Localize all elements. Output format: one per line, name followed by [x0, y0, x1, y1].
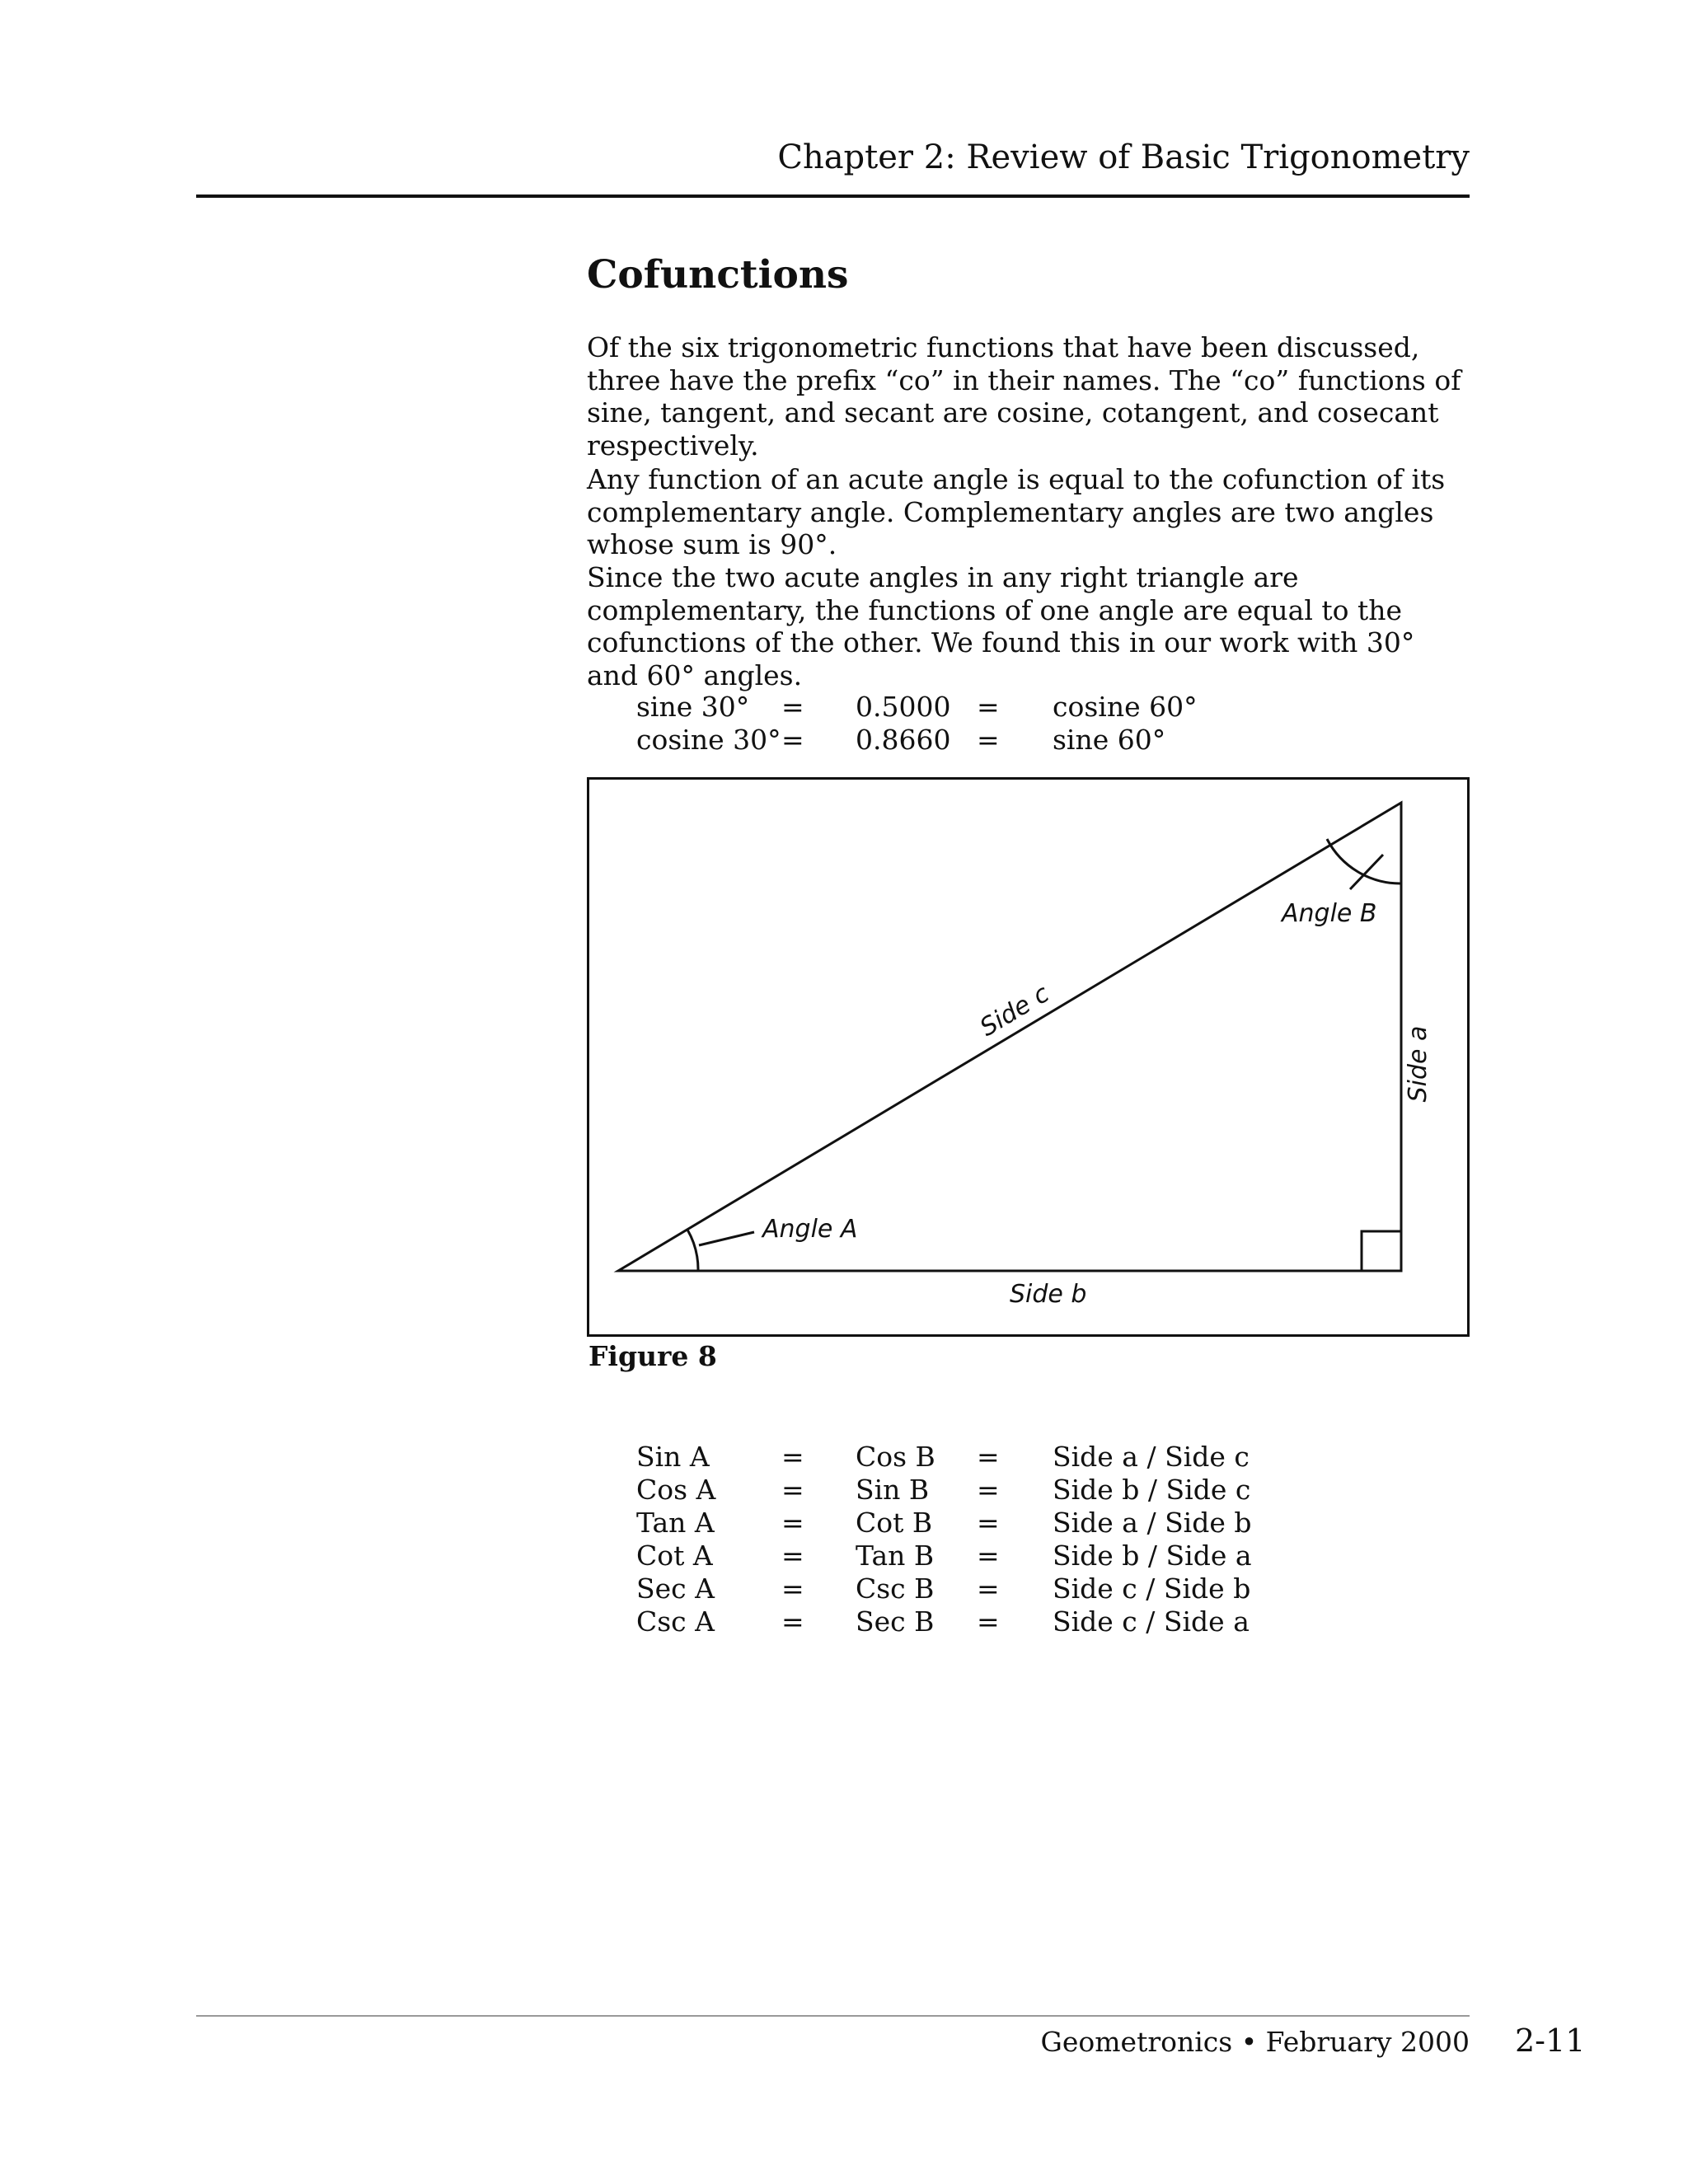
angle-b-arc — [1327, 839, 1401, 883]
angle-b-tick — [1350, 855, 1383, 889]
right-triangle-diagram — [589, 780, 1472, 1339]
table-cell: Cos A — [636, 1474, 716, 1506]
paragraph-right-triangle: Since the two acute angles in any right triangle are complementary, the functions of one angle are equal to the cofunctions of the other. We found this in our work with 30° and 60° angles. — [587, 561, 1415, 692]
paragraph-intro: Of the six trigonometric functions that have been discussed, three have the prefix “co” in their names. The “co” functions of sine, tangent, and secant are cosine, cotangent, and cosecant respectively. — [587, 331, 1461, 462]
equals-sign: = — [977, 1474, 1000, 1506]
equals-sign: = — [781, 1540, 804, 1572]
angle-b-label: Angle B — [1282, 899, 1377, 928]
side-c-label: Side c — [975, 979, 1055, 1043]
table-cell: Sin B — [856, 1474, 930, 1506]
table-cell: Side b / Side a — [1053, 1540, 1252, 1572]
table-cell: Sec A — [636, 1572, 715, 1605]
equals-sign: = — [781, 724, 804, 756]
triangle-outline — [618, 803, 1401, 1271]
side-a-label: Side a — [1404, 1025, 1432, 1103]
equals-sign: = — [781, 1605, 804, 1638]
section-heading: Cofunctions — [587, 252, 849, 298]
table-cell: Side c / Side a — [1053, 1605, 1250, 1638]
table-cell: Csc A — [636, 1605, 715, 1638]
table-cell: Tan A — [636, 1507, 715, 1539]
table-cell: Side a / Side c — [1053, 1441, 1250, 1473]
table-cell: cosine 30° — [636, 724, 781, 756]
right-angle-marker — [1362, 1231, 1401, 1271]
footer-divider — [196, 2015, 1470, 2017]
table-cell: Tan B — [856, 1540, 935, 1572]
figure-8-frame — [587, 777, 1470, 1337]
table-cell: 0.5000 — [856, 691, 951, 723]
table-cell: Cos B — [856, 1441, 935, 1473]
table-cell: sine 60° — [1053, 724, 1166, 756]
equals-sign: = — [977, 691, 1000, 723]
equals-sign: = — [977, 1441, 1000, 1473]
equals-sign: = — [781, 691, 804, 723]
angle-a-tick — [699, 1232, 754, 1245]
chapter-title: Chapter 2: Review of Basic Trigonometry — [777, 138, 1470, 176]
footer-publisher-date: Geometronics • February 2000 — [1040, 2026, 1470, 2058]
side-b-label: Side b — [1010, 1280, 1087, 1309]
page-number: 2-11 — [1515, 2022, 1586, 2059]
equals-sign: = — [977, 724, 1000, 756]
table-cell: Csc B — [856, 1572, 935, 1605]
table-cell: Cot A — [636, 1540, 713, 1572]
equals-sign: = — [977, 1507, 1000, 1539]
equals-sign: = — [977, 1572, 1000, 1605]
table-cell: cosine 60° — [1053, 691, 1198, 723]
table-cell: 0.8660 — [856, 724, 951, 756]
table-cell: Side c / Side b — [1053, 1572, 1251, 1605]
equals-sign: = — [781, 1441, 804, 1473]
table-cell: sine 30° — [636, 691, 750, 723]
angle-a-label: Angle A — [762, 1215, 858, 1244]
table-cell: Side b / Side c — [1053, 1474, 1251, 1506]
table-cell: Sec B — [856, 1605, 935, 1638]
table-cell: Sin A — [636, 1441, 710, 1473]
equals-sign: = — [781, 1507, 804, 1539]
figure-caption: Figure 8 — [588, 1340, 717, 1372]
angle-a-arc — [687, 1230, 698, 1271]
equals-sign: = — [781, 1572, 804, 1605]
paragraph-complementary: Any function of an acute angle is equal to the cofunction of its complementary angle. Complementary angles are two angles whose sum is 90°. — [587, 463, 1446, 561]
equals-sign: = — [977, 1605, 1000, 1638]
table-cell: Cot B — [856, 1507, 933, 1539]
table-cell: Side a / Side b — [1053, 1507, 1252, 1539]
equals-sign: = — [781, 1474, 804, 1506]
header-divider — [196, 194, 1470, 198]
equals-sign: = — [977, 1540, 1000, 1572]
